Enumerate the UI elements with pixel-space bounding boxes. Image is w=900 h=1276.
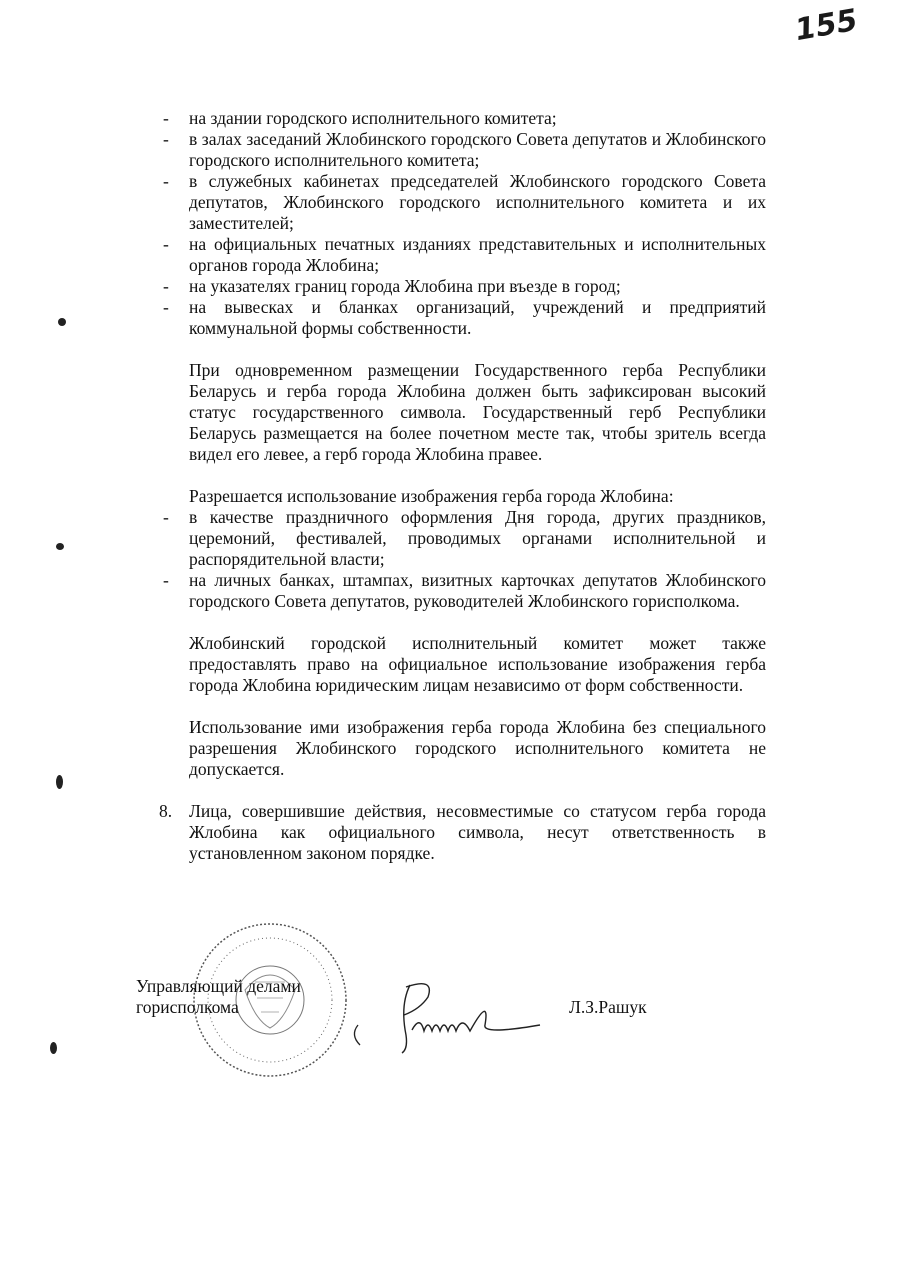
signature-block (0, 920, 900, 1080)
signer-title (136, 976, 301, 1018)
signer-title-line1: Управляющий делами (136, 976, 301, 996)
paragraph-no-permission: Использование ими изображения герба города Жлобина без специального разрешения Жлобинского городского исполнительного комитета не допускается. (189, 717, 766, 779)
list-item: - в качестве праздничного оформления Дня города, других праздников, церемоний, фестивалей, проводимых органами исполнительной и распорядительной власти; (189, 507, 766, 570)
margin-mark (56, 775, 63, 789)
list-item: - на личных банках, штампах, визитных карточках депутатов Жлобинского городского Совета депутатов, руководителей Жлобинского горисполкома. (189, 570, 766, 612)
handwritten-signature (340, 975, 560, 1055)
paragraph-coat-placement: При одновременном размещении Государственного герба Республики Беларусь и герба города Жлобина должен быть зафиксирован высокий статус государственного символа. Государственный герб Республики Беларусь размещается на более почетном месте так, чтобы зритель всегда видел его левее, а герб города Жлобина правее. (189, 360, 766, 464)
page-number: 155 (792, 2, 861, 49)
margin-mark (56, 543, 64, 550)
list-item: - в залах заседаний Жлобинского городского Совета депутатов и Жлобинского городского исполнительного комитета; (189, 129, 766, 171)
list-item: - на официальных печатных изданиях представительных и исполнительных органов города Жлобина; (189, 234, 766, 276)
list-item: - на указателях границ города Жлобина при въезде в город; (189, 276, 766, 297)
list-item: - на здании городского исполнительного комитета; (189, 108, 766, 129)
signer-title-line2: горисполкома (136, 997, 239, 1017)
item-number: 8. (159, 801, 173, 821)
document-body (159, 108, 766, 864)
signer-name: Л.З.Рашук (569, 997, 647, 1017)
paragraph-usage-allowed: Разрешается использование изображения герба города Жлобина: (189, 486, 674, 506)
numbered-item-8 (159, 801, 766, 864)
list-item: - в служебных кабинетах председателей Жлобинского городского Совета депутатов, Жлобинского городского исполнительного комитета и их заместителей; (189, 171, 766, 234)
paragraph-right-grant: Жлобинский городской исполнительный комитет может также предоставлять право на официальное использование изображения герба города Жлобина юридическим лицам независимо от форм собственности. (189, 633, 766, 695)
item-text: Лица, совершившие действия, несовместимые со статусом герба города Жлобина как официального символа, несут ответственность в установленном законом порядке. (189, 801, 766, 863)
list-item: - на вывесках и бланках организаций, учреждений и предприятий коммунальной формы собственности. (189, 297, 766, 339)
margin-mark (58, 318, 66, 326)
